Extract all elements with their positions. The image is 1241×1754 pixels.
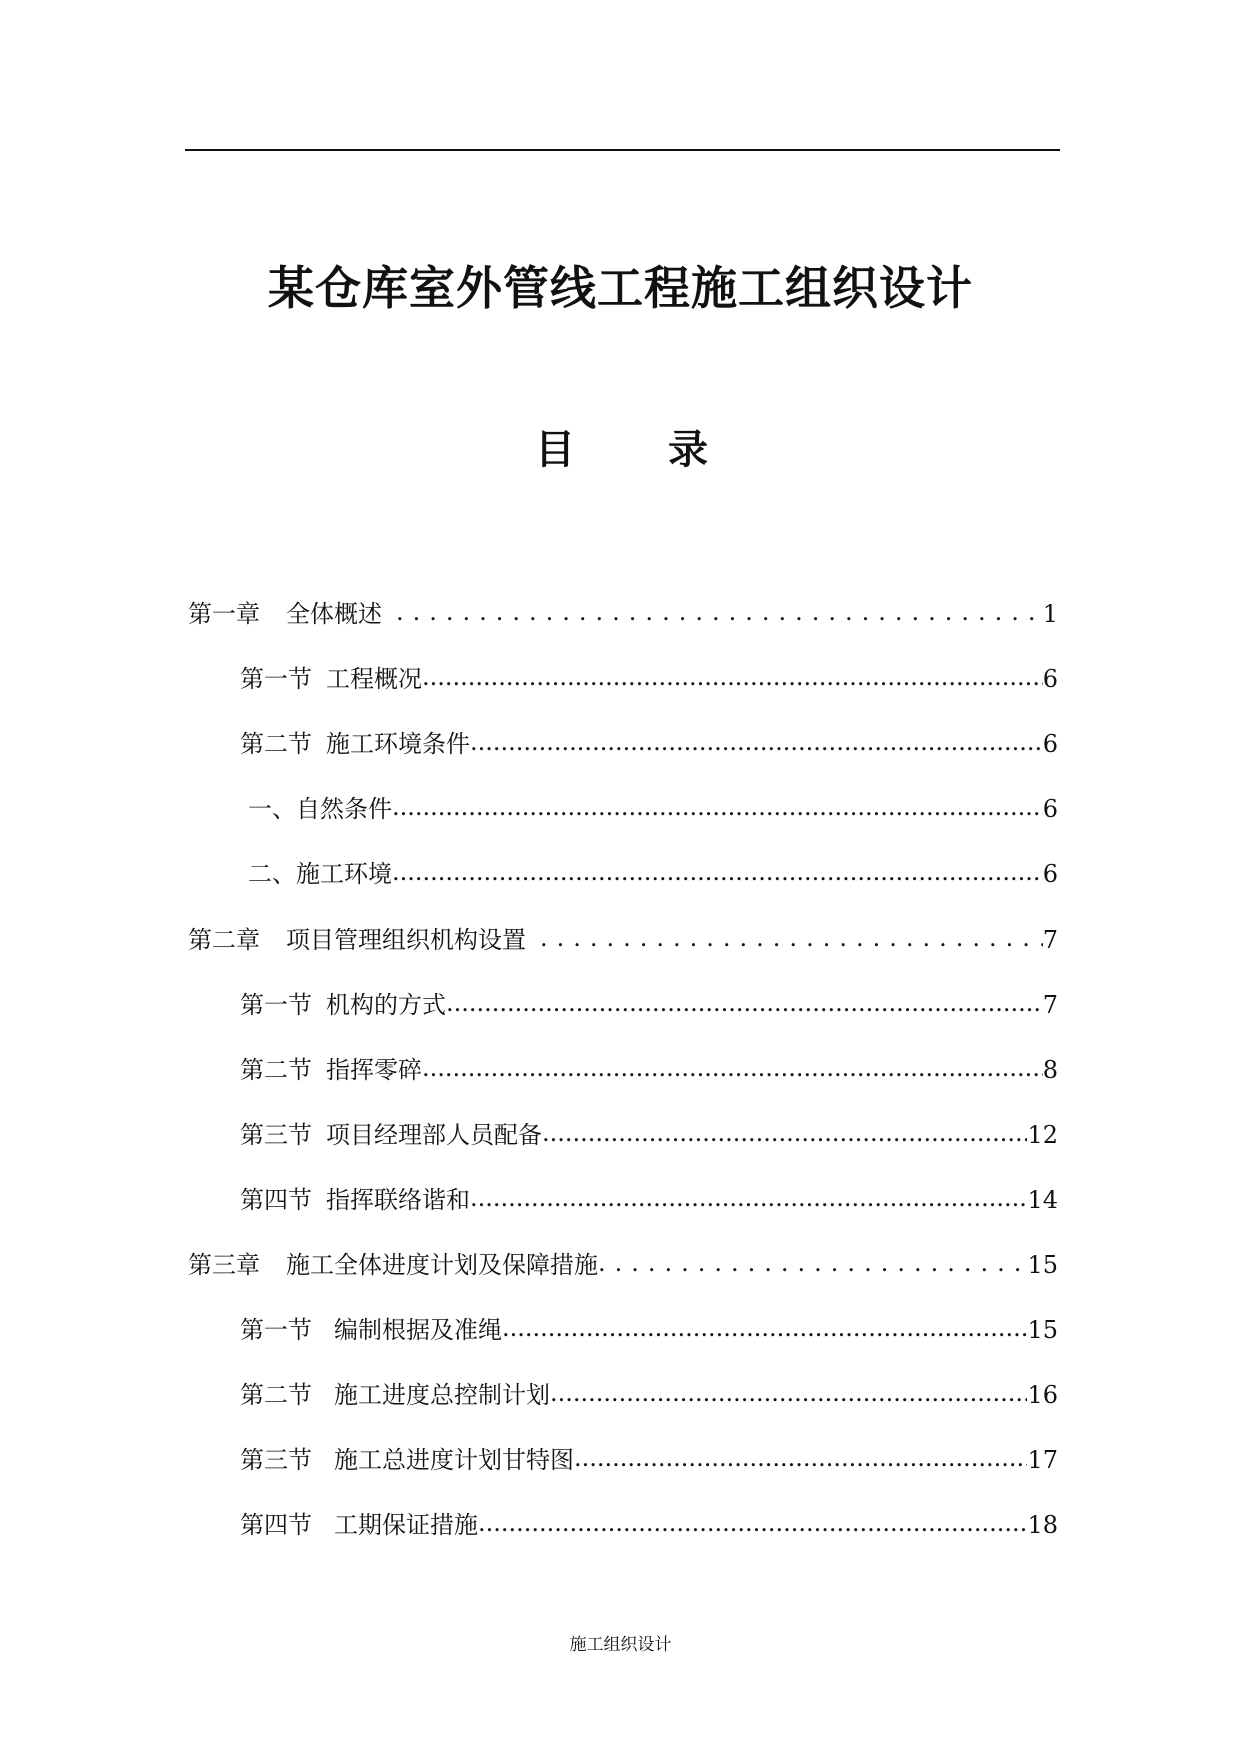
toc-entry-page: 6: [1042, 795, 1058, 823]
toc-entry-number: 第二节: [240, 730, 312, 758]
toc-entry-number: 一、: [248, 795, 296, 823]
toc-entry-section[interactable]: [240, 1180, 1058, 1214]
toc-entry-title: 施工环境: [296, 860, 392, 888]
toc-entry-subsection[interactable]: [248, 854, 1058, 888]
toc-entry-page: 1: [1042, 600, 1058, 628]
toc-leader-dots: [478, 1509, 1027, 1537]
toc-leader-dots: [550, 1379, 1027, 1407]
toc-entry-section[interactable]: [240, 724, 1058, 758]
toc-entry-number: 二、: [248, 860, 296, 888]
toc-entry-number: 第一节: [240, 665, 312, 693]
toc-entry-title: 指挥联络谐和: [326, 1186, 470, 1214]
toc-leader-dots: [470, 728, 1043, 756]
toc-entry-number: 第二节: [240, 1381, 312, 1409]
toc-leader-dots: [446, 989, 1043, 1017]
toc-entry-title: 编制根据及准绳: [334, 1316, 502, 1344]
toc-leader-dots: [540, 924, 1043, 952]
toc-entry-title: 项目管理组织机构设置: [286, 926, 526, 954]
toc-entry-title: 施工环境条件: [326, 730, 470, 758]
toc-entry-page: 6: [1042, 665, 1058, 693]
toc-entry-section[interactable]: [240, 1440, 1058, 1474]
toc-entry-page: 15: [1027, 1316, 1058, 1344]
toc-entry-number: 第一节: [240, 1316, 312, 1344]
toc-entry-section[interactable]: [240, 1505, 1058, 1539]
toc-heading-char-2: 录: [668, 427, 708, 473]
header-rule: [185, 149, 1060, 151]
toc-entry-page: 14: [1027, 1186, 1058, 1214]
toc-heading-char-1: 目: [535, 427, 575, 473]
document-title: 某仓库室外管线工程施工组织设计: [268, 261, 973, 315]
toc-entry-page: 6: [1042, 860, 1058, 888]
toc-entry-section[interactable]: [240, 1310, 1058, 1344]
toc-entry-section[interactable]: [240, 985, 1058, 1019]
toc-entry-section[interactable]: [240, 1375, 1058, 1409]
toc-entry-page: 17: [1027, 1446, 1058, 1474]
toc-entry-page: 18: [1027, 1511, 1058, 1539]
toc-leader-dots: [598, 1249, 1027, 1277]
toc-entry-title: 指挥零碎: [326, 1056, 422, 1084]
toc-entry-page: 8: [1042, 1056, 1058, 1084]
toc-leader-dots: [396, 598, 1043, 626]
toc-entry-number: 第三节: [240, 1446, 312, 1474]
toc-entry-section[interactable]: [240, 1050, 1058, 1084]
toc-leader-dots: [422, 1054, 1043, 1082]
toc-entry-chapter[interactable]: [188, 594, 1058, 628]
toc-entry-title: 机构的方式: [326, 991, 446, 1019]
toc-entry-title: 工程概况: [326, 665, 422, 693]
toc-entry-chapter[interactable]: [188, 920, 1058, 954]
toc-entry-number: 第三章: [188, 1251, 260, 1279]
toc-entry-section[interactable]: [240, 659, 1058, 693]
toc-entry-page: 7: [1042, 991, 1058, 1019]
toc-entry-number: 第三节: [240, 1121, 312, 1149]
toc-leader-dots: [422, 663, 1043, 691]
page-footer: 施工组织设计: [569, 1635, 672, 1655]
toc-entry-title: 施工全体进度计划及保障措施: [286, 1251, 598, 1279]
toc-leader-dots: [542, 1119, 1027, 1147]
toc-entry-number: 第四节: [240, 1186, 312, 1214]
toc-leader-dots: [470, 1184, 1027, 1212]
toc-entry-number: 第四节: [240, 1511, 312, 1539]
toc-entry-page: 15: [1027, 1251, 1058, 1279]
toc-entry-title: 施工进度总控制计划: [334, 1381, 550, 1409]
toc-entry-title: 项目经理部人员配备: [326, 1121, 542, 1149]
toc-entry-page: 7: [1042, 926, 1058, 954]
toc-leader-dots: [502, 1314, 1027, 1342]
toc-entry-page: 16: [1027, 1381, 1058, 1409]
toc-entry-number: 第二章: [188, 926, 260, 954]
toc-leader-dots: [392, 793, 1043, 821]
toc-entry-chapter[interactable]: [188, 1245, 1058, 1279]
toc-entry-page: 12: [1027, 1121, 1058, 1149]
toc-entry-title: 自然条件: [296, 795, 392, 823]
toc-entry-title: 施工总进度计划甘特图: [334, 1446, 574, 1474]
toc-entry-number: 第二节: [240, 1056, 312, 1084]
toc-entry-section[interactable]: [240, 1115, 1058, 1149]
toc-entry-title: 全体概述: [286, 600, 382, 628]
toc-entry-subsection[interactable]: [248, 789, 1058, 823]
toc-entry-number: 第一章: [188, 600, 260, 628]
toc-entry-page: 6: [1042, 730, 1058, 758]
toc-entry-title: 工期保证措施: [334, 1511, 478, 1539]
toc-leader-dots: [392, 858, 1043, 886]
toc-leader-dots: [574, 1444, 1027, 1472]
toc-entry-number: 第一节: [240, 991, 312, 1019]
